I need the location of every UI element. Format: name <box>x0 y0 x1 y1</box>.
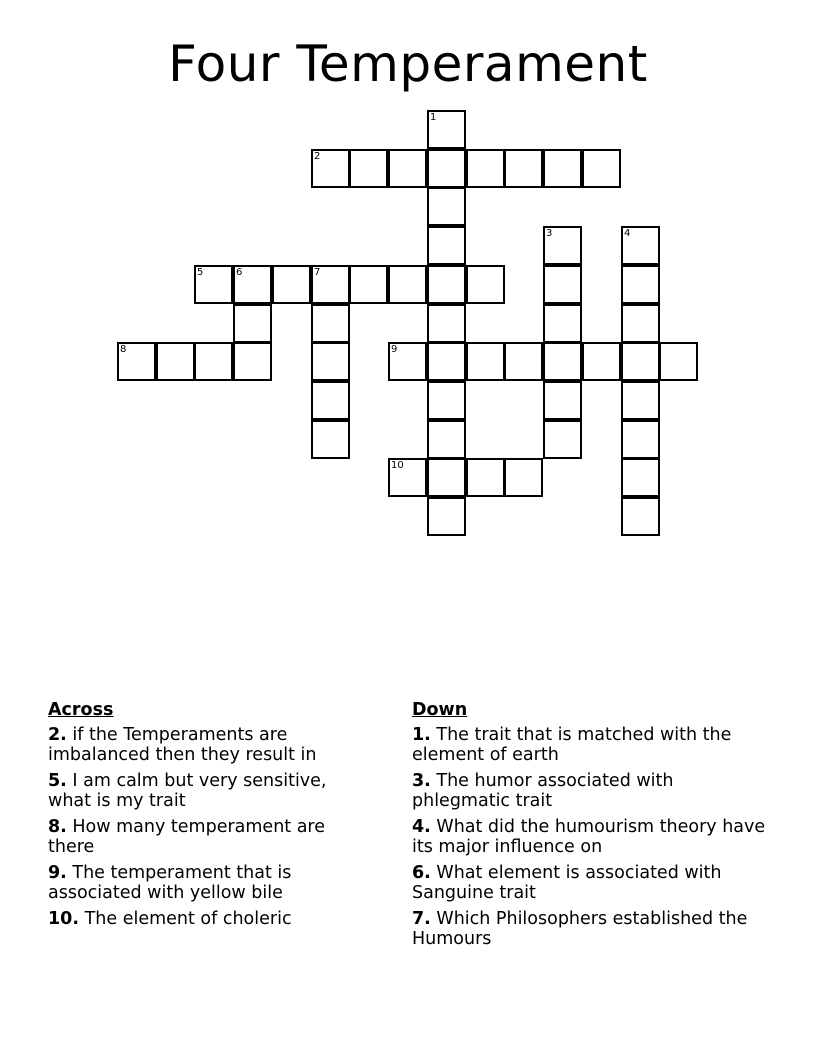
clue-down-4 <box>412 817 772 857</box>
grid-cell[interactable] <box>427 458 466 497</box>
cell-number: 4 <box>624 228 631 239</box>
grid-cell[interactable] <box>117 342 156 381</box>
grid-cell[interactable] <box>621 381 660 420</box>
grid-cell[interactable] <box>311 381 350 420</box>
cell-number: 9 <box>391 344 398 355</box>
grid-cell[interactable] <box>427 342 466 381</box>
grid-cell[interactable] <box>582 342 621 381</box>
clue-number: 7. <box>412 909 431 929</box>
clue-number: 3. <box>412 771 431 791</box>
clue-across-8 <box>48 817 368 857</box>
clue-across-5 <box>48 771 368 811</box>
grid-cell[interactable] <box>349 265 388 304</box>
grid-cell[interactable] <box>466 149 505 188</box>
grid-cell[interactable] <box>311 149 350 188</box>
grid-cell[interactable] <box>621 304 660 343</box>
grid-cell[interactable] <box>388 342 427 381</box>
clue-down-7 <box>412 909 772 949</box>
clue-across-10 <box>48 909 368 929</box>
grid-cell[interactable] <box>427 226 466 265</box>
grid-cell[interactable] <box>427 187 466 226</box>
clue-number: 6. <box>412 863 431 883</box>
clue-across-2 <box>48 725 368 765</box>
grid-cell[interactable] <box>504 458 543 497</box>
grid-cell[interactable] <box>427 420 466 459</box>
clue-text: The temperament that is associated with yellow bile <box>48 863 292 903</box>
clue-across-9 <box>48 863 368 903</box>
grid-cell[interactable] <box>621 342 660 381</box>
grid-cell[interactable] <box>543 304 582 343</box>
grid-cell[interactable] <box>272 265 311 304</box>
down-clues <box>412 700 772 955</box>
grid-cell[interactable] <box>311 420 350 459</box>
clue-down-1 <box>412 725 772 765</box>
clue-number: 10. <box>48 909 80 929</box>
grid-cell[interactable] <box>427 265 466 304</box>
clue-down-6 <box>412 863 772 903</box>
cell-number: 10 <box>391 460 404 471</box>
across-clues <box>48 700 368 935</box>
grid-cell[interactable] <box>543 381 582 420</box>
clue-number: 1. <box>412 725 431 745</box>
cell-number: 6 <box>236 267 243 278</box>
grid-cell[interactable] <box>621 265 660 304</box>
clue-text: I am calm but very sensitive, what is my trait <box>48 771 327 811</box>
grid-cell[interactable] <box>194 265 233 304</box>
grid-cell[interactable] <box>543 265 582 304</box>
clue-text: How many temperament are there <box>48 817 326 857</box>
grid-cell[interactable] <box>388 149 427 188</box>
grid-cell[interactable] <box>427 381 466 420</box>
grid-cell[interactable] <box>582 149 621 188</box>
across-heading: Across <box>48 700 114 720</box>
grid-cell[interactable] <box>621 458 660 497</box>
cell-number: 3 <box>546 228 553 239</box>
clue-number: 8. <box>48 817 67 837</box>
grid-cell[interactable] <box>194 342 233 381</box>
clue-text: The trait that is matched with the element of earth <box>412 725 732 765</box>
clue-number: 5. <box>48 771 67 791</box>
grid-cell[interactable] <box>388 458 427 497</box>
grid-cell[interactable] <box>543 149 582 188</box>
clue-text: The humor associated with phlegmatic trait <box>412 771 674 811</box>
clue-text: What element is associated with Sanguine trait <box>412 863 722 903</box>
grid-cell[interactable] <box>427 304 466 343</box>
grid-cell[interactable] <box>466 265 505 304</box>
grid-cell[interactable] <box>311 304 350 343</box>
grid-cell[interactable] <box>543 226 582 265</box>
clue-text: Which Philosophers established the Humours <box>412 909 748 949</box>
grid-cell[interactable] <box>311 342 350 381</box>
page-title: Four Temperament <box>168 35 648 93</box>
cell-number: 2 <box>314 151 321 162</box>
cell-number: 7 <box>314 267 321 278</box>
grid-cell[interactable] <box>466 458 505 497</box>
grid-cell[interactable] <box>311 265 350 304</box>
clue-text: The element of choleric <box>79 909 292 929</box>
grid-cell[interactable] <box>504 342 543 381</box>
grid-cell[interactable] <box>233 265 272 304</box>
cell-number: 8 <box>120 344 127 355</box>
clue-number: 4. <box>412 817 431 837</box>
clue-text: What did the humourism theory have its major influence on <box>412 817 766 857</box>
grid-cell[interactable] <box>621 226 660 265</box>
grid-cell[interactable] <box>349 149 388 188</box>
grid-cell[interactable] <box>233 342 272 381</box>
clue-text: if the Temperaments are imbalanced then they result in <box>48 725 317 765</box>
grid-cell[interactable] <box>543 342 582 381</box>
down-heading: Down <box>412 700 468 720</box>
grid-cell[interactable] <box>466 342 505 381</box>
clue-number: 2. <box>48 725 67 745</box>
grid-cell[interactable] <box>388 265 427 304</box>
grid-cell[interactable] <box>659 342 698 381</box>
grid-cell[interactable] <box>156 342 195 381</box>
cell-number: 1 <box>430 112 437 123</box>
clue-down-3 <box>412 771 772 811</box>
clue-number: 9. <box>48 863 67 883</box>
grid-cell[interactable] <box>543 420 582 459</box>
grid-cell[interactable] <box>427 110 466 149</box>
grid-cell[interactable] <box>504 149 543 188</box>
cell-number: 5 <box>197 267 204 278</box>
grid-cell[interactable] <box>233 304 272 343</box>
grid-cell[interactable] <box>621 420 660 459</box>
grid-cell[interactable] <box>621 497 660 536</box>
grid-cell[interactable] <box>427 149 466 188</box>
grid-cell[interactable] <box>427 497 466 536</box>
